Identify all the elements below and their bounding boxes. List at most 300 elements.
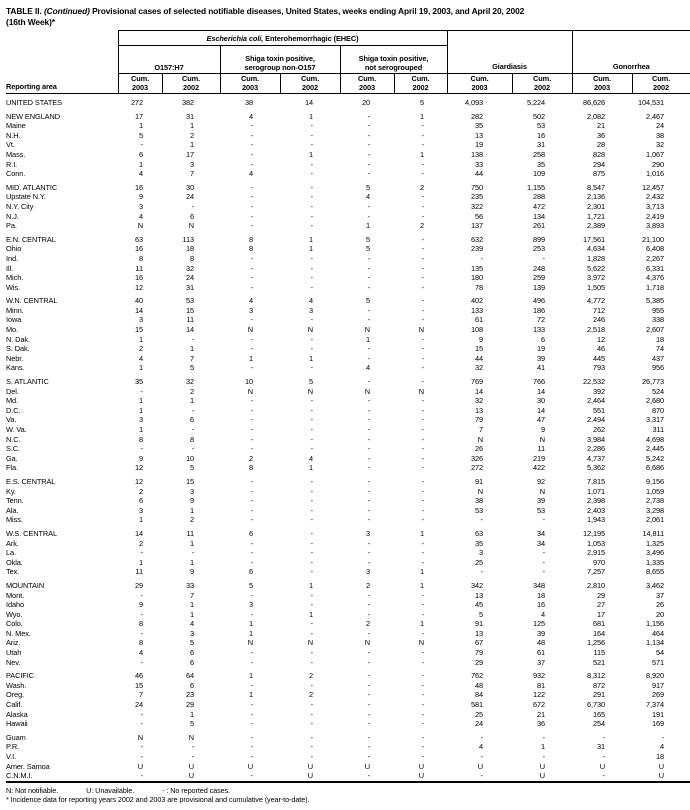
value-cell: -	[250, 505, 253, 515]
value-cell: -	[310, 315, 313, 325]
value-cell: -	[421, 742, 424, 752]
value-cell: -	[421, 590, 424, 600]
value-cell: 39	[536, 628, 545, 638]
row-label: Md.	[6, 396, 19, 406]
table-row	[6, 306, 690, 316]
value-cell: 4,376	[646, 273, 665, 283]
value-cell: -	[367, 415, 370, 425]
table-row	[6, 610, 690, 620]
value-cell: 219	[532, 453, 545, 463]
value-cell: -	[140, 444, 143, 454]
value-cell: -	[367, 700, 370, 710]
value-cell: 1,325	[646, 538, 665, 548]
value-cell: 1	[419, 111, 424, 121]
value-cell: 32	[185, 377, 194, 387]
value-cell: -	[191, 201, 194, 211]
value-cell: 5	[419, 98, 424, 107]
value-cell: 16	[536, 130, 545, 140]
value-cell: -	[310, 619, 313, 629]
table-row	[6, 591, 690, 601]
value-cell: 26	[474, 444, 483, 454]
value-cell: 44	[474, 169, 483, 179]
value-cell: 3	[478, 548, 483, 558]
value-cell: -	[191, 752, 194, 761]
value-cell: -	[421, 315, 424, 325]
value-cell: 4	[138, 169, 143, 179]
col-header-cum-2003: Cum. 2003	[340, 74, 394, 94]
value-cell: -	[542, 732, 545, 742]
value-cell: 11	[186, 315, 194, 325]
value-cell: 1	[189, 538, 194, 548]
value-cell: 2,518	[587, 325, 605, 335]
value-cell: 326	[470, 453, 483, 463]
value-cell: -	[250, 282, 253, 292]
footnote-incidence: * Incidence data for reporting years 2002 and 2003 are provisional and cumulative (year-to-date).	[6, 794, 310, 804]
value-cell: -	[250, 253, 253, 263]
value-cell: 291	[592, 690, 605, 700]
table-row	[6, 425, 690, 435]
value-cell: 8,920	[646, 671, 665, 681]
value-cell: 1	[189, 505, 194, 515]
value-cell: 2,494	[587, 415, 605, 425]
value-cell: 672	[532, 700, 545, 710]
value-cell: 6	[138, 496, 143, 506]
row-label: S. Dak.	[6, 344, 30, 354]
value-cell: -	[367, 486, 370, 496]
table-row	[6, 121, 690, 131]
subgroup-label: Shiga toxin positive,	[358, 54, 429, 63]
value-cell: U	[188, 761, 194, 771]
table-row	[6, 283, 690, 293]
row-label: Wis.	[6, 282, 20, 292]
value-cell: -	[421, 140, 424, 150]
value-cell: -	[367, 315, 370, 325]
value-cell: 16	[134, 182, 143, 192]
value-cell: -	[421, 752, 424, 761]
value-cell: -	[421, 234, 424, 244]
value-cell: 13	[474, 628, 483, 638]
value-cell: -	[367, 377, 370, 387]
value-cell: N	[364, 638, 370, 648]
value-cell: -	[421, 263, 424, 273]
value-cell: 18	[536, 590, 545, 600]
footnote-dash: - : No reported cases.	[162, 785, 231, 795]
value-cell: 5,224	[527, 98, 545, 107]
row-label: Miss.	[6, 515, 23, 525]
value-cell: 64	[185, 671, 194, 681]
value-cell: 36	[536, 719, 545, 729]
value-cell: -	[602, 752, 605, 761]
value-cell: -	[250, 211, 253, 221]
value-cell: 4	[308, 296, 313, 306]
value-cell: -	[310, 201, 313, 211]
value-cell: 61	[536, 648, 545, 658]
value-cell: -	[480, 567, 483, 577]
value-cell: 3	[189, 486, 194, 496]
value-cell: -	[421, 628, 424, 638]
value-cell: -	[250, 590, 253, 600]
value-cell: 2	[138, 538, 143, 548]
row-label: Vt.	[6, 140, 15, 150]
value-cell: 33	[474, 159, 483, 169]
value-cell: -	[367, 657, 370, 667]
row-label: NEW ENGLAND	[6, 111, 60, 121]
value-cell: 3	[138, 315, 143, 325]
value-cell: -	[140, 140, 143, 150]
value-cell: 2	[419, 221, 424, 231]
value-cell: -	[250, 140, 253, 150]
value-cell: 262	[592, 425, 605, 434]
value-cell: N	[247, 638, 253, 648]
table-row	[6, 742, 690, 752]
value-cell: -	[421, 396, 424, 406]
table-row	[6, 435, 690, 445]
value-cell: 6	[248, 528, 253, 538]
value-cell: 7,815	[587, 476, 605, 486]
value-cell: 16	[134, 273, 143, 283]
value-cell: 7	[189, 590, 194, 600]
value-cell: 1	[419, 528, 424, 538]
value-cell: 5,622	[587, 263, 605, 273]
value-cell: 11	[135, 263, 143, 273]
value-cell: 2,607	[646, 325, 665, 335]
value-cell: 1	[308, 353, 313, 363]
value-cell: 2,389	[587, 221, 605, 231]
value-cell: 122	[532, 690, 545, 700]
value-cell: 1	[540, 742, 545, 752]
value-cell: 762	[470, 671, 483, 681]
value-cell: 9	[189, 496, 194, 506]
value-cell: 44	[474, 353, 483, 363]
value-cell: 1	[248, 619, 253, 629]
value-cell: 63	[134, 234, 143, 244]
value-cell: 1	[138, 159, 143, 169]
row-label: Kans.	[6, 363, 25, 373]
row-label: E.S. CENTRAL	[6, 476, 56, 486]
row-label: Pa.	[6, 221, 17, 231]
value-cell: 180	[470, 273, 483, 283]
value-cell: 138	[470, 149, 483, 159]
value-cell: 20	[655, 609, 665, 619]
value-cell: -	[140, 386, 143, 396]
value-cell: 17	[134, 111, 143, 121]
value-cell: 294	[592, 159, 605, 169]
value-cell: -	[367, 709, 370, 719]
table-row	[6, 525, 690, 539]
value-cell: 5	[365, 296, 370, 306]
value-cell: 290	[651, 159, 665, 169]
value-cell: 382	[181, 98, 194, 107]
value-cell: 2	[189, 386, 194, 396]
col-header-cum-2002: Cum. 2002	[512, 74, 572, 94]
value-cell: 18	[655, 334, 665, 344]
table-row	[6, 648, 690, 658]
value-cell: 41	[536, 363, 545, 373]
row-label: V.I.	[6, 752, 17, 761]
value-cell: -	[542, 253, 545, 263]
value-cell: 272	[470, 463, 483, 473]
table-row	[6, 463, 690, 473]
value-cell: -	[191, 548, 194, 558]
value-cell: -	[421, 405, 424, 415]
value-cell: 11	[537, 444, 545, 454]
table-row	[6, 131, 690, 141]
value-cell: -	[367, 600, 370, 610]
value-cell: -	[250, 742, 253, 752]
value-cell: 1	[365, 221, 370, 231]
value-cell: 311	[652, 425, 665, 434]
value-cell: 1	[308, 111, 313, 121]
value-cell: 31	[185, 282, 194, 292]
value-cell: -	[367, 453, 370, 463]
value-cell: -	[367, 719, 370, 729]
value-cell: -	[367, 444, 370, 454]
value-cell: 2	[365, 619, 370, 629]
value-cell: -	[421, 453, 424, 463]
value-cell: 9	[478, 334, 483, 344]
value-cell: 1	[189, 140, 194, 150]
value-cell: 2,403	[587, 505, 605, 515]
value-cell: 1	[138, 396, 143, 406]
ehec-species-name: Escherichia coli,	[206, 33, 264, 43]
value-cell: -	[310, 415, 313, 425]
value-cell: 2	[419, 182, 424, 192]
value-cell: -	[421, 709, 424, 719]
value-cell: 1,828	[587, 253, 605, 263]
value-cell: 3	[138, 415, 143, 425]
subgroup-label: not serogrouped	[364, 63, 423, 72]
value-cell: -	[367, 111, 370, 121]
table-row	[6, 690, 690, 700]
value-cell: -	[367, 548, 370, 558]
value-cell: -	[310, 719, 313, 729]
value-cell: 5	[189, 638, 194, 648]
value-cell: 31	[536, 140, 545, 150]
value-cell: -	[250, 486, 253, 496]
value-cell: -	[140, 657, 143, 667]
value-cell: 6	[189, 211, 194, 221]
value-cell: -	[250, 548, 253, 558]
value-cell: 1	[189, 600, 194, 610]
value-cell: 12,457	[642, 182, 665, 192]
value-cell: -	[421, 538, 424, 548]
value-cell: 342	[470, 580, 483, 590]
value-cell: 1	[248, 628, 253, 638]
value-cell: 7,374	[646, 700, 665, 710]
value-cell: 1	[189, 609, 194, 619]
value-cell: 870	[651, 405, 665, 415]
value-cell: 3	[248, 600, 253, 610]
value-cell: -	[310, 600, 313, 610]
value-cell: 2	[365, 580, 370, 590]
value-cell: 33	[185, 580, 194, 590]
table-title-prefix: TABLE II.	[6, 6, 42, 16]
value-cell: -	[542, 557, 545, 567]
value-cell: -	[542, 515, 545, 525]
value-cell: -	[250, 221, 253, 231]
table-row	[6, 140, 690, 150]
row-label: La.	[6, 548, 16, 558]
value-cell: 7,257	[587, 567, 605, 577]
value-cell: 8	[248, 463, 253, 473]
value-cell: 8,655	[646, 567, 665, 577]
value-cell: -	[661, 732, 665, 742]
value-cell: 2	[308, 690, 313, 700]
value-cell: -	[191, 425, 194, 434]
value-cell: 445	[592, 353, 605, 363]
row-label: Ariz.	[6, 638, 21, 648]
value-cell: 1	[308, 463, 313, 473]
value-cell: -	[367, 752, 370, 761]
value-cell: -	[602, 771, 605, 781]
value-cell: 6,686	[646, 463, 665, 473]
value-cell: -	[250, 557, 253, 567]
value-cell: 19	[474, 140, 483, 150]
value-cell: -	[367, 648, 370, 658]
value-cell: -	[480, 771, 483, 781]
table-row	[6, 638, 690, 648]
value-cell: 46	[134, 671, 143, 681]
value-cell: -	[250, 263, 253, 273]
value-cell: U	[188, 771, 194, 781]
value-cell: 496	[532, 296, 545, 306]
subgroup-header-o157h7	[118, 46, 220, 74]
value-cell: -	[480, 752, 483, 761]
value-cell: 422	[532, 463, 545, 473]
value-cell: 12	[596, 334, 605, 344]
row-label: Ohio	[6, 244, 22, 254]
value-cell: -	[480, 253, 483, 263]
value-cell: 84	[474, 690, 483, 700]
value-cell: 3,713	[646, 201, 665, 211]
value-cell: 53	[185, 296, 194, 306]
value-cell: 1	[308, 244, 313, 254]
value-cell: -	[542, 752, 545, 761]
value-cell: 12	[134, 463, 143, 473]
value-cell: 191	[651, 709, 665, 719]
value-cell: U	[599, 761, 605, 771]
value-cell: -	[140, 548, 143, 558]
value-cell: -	[367, 169, 370, 179]
value-cell: -	[367, 425, 370, 434]
value-cell: 36	[596, 130, 605, 140]
value-cell: 15	[134, 680, 143, 690]
value-cell: 2,445	[646, 444, 665, 454]
col-header-cum-2003: Cum. 2003	[447, 74, 512, 94]
value-cell: -	[421, 415, 424, 425]
value-cell: -	[310, 567, 313, 577]
value-cell: 3,893	[646, 221, 665, 231]
value-cell: -	[421, 377, 424, 387]
group-header-gonorrhea: Gonorrhea	[572, 31, 690, 74]
value-cell: 74	[655, 344, 665, 354]
value-cell: 91	[474, 619, 483, 629]
value-cell: 48	[474, 680, 483, 690]
value-cell: -	[310, 273, 313, 283]
value-cell: -	[250, 680, 253, 690]
value-cell: 239	[470, 244, 483, 254]
value-cell: -	[421, 353, 424, 363]
value-cell: 1	[138, 121, 143, 131]
value-cell: -	[250, 201, 253, 211]
value-cell: 1,335	[646, 557, 665, 567]
subgroup-label: O157:H7	[154, 63, 184, 72]
row-label: Tex.	[6, 567, 20, 577]
value-cell: 6	[138, 149, 143, 159]
row-label: Ky.	[6, 486, 16, 496]
col-header-cum-2003: Cum. 2003	[572, 74, 632, 94]
value-cell: 13	[474, 130, 483, 140]
col-header-cum-2003: Cum. 2003	[118, 74, 162, 94]
value-cell: 24	[185, 273, 194, 283]
table-row	[6, 160, 690, 170]
row-label: Ill.	[6, 263, 13, 273]
table-row	[6, 273, 690, 283]
value-cell: U	[477, 761, 483, 771]
value-cell: 8,312	[587, 671, 605, 681]
value-cell: -	[140, 719, 143, 729]
row-label: Idaho	[6, 600, 24, 610]
value-cell: 8	[248, 234, 253, 244]
value-cell: 27	[596, 600, 605, 610]
value-cell: 186	[532, 305, 545, 315]
value-cell: -	[310, 528, 313, 538]
value-cell: 2,301	[587, 201, 605, 211]
value-cell: 14	[185, 325, 194, 335]
value-cell: 30	[185, 182, 194, 192]
table-row	[6, 244, 690, 254]
value-cell: 38	[244, 98, 253, 107]
value-cell: 1	[138, 405, 143, 415]
value-cell: 26,773	[642, 377, 665, 387]
value-cell: 133	[532, 325, 545, 335]
value-cell: 9	[540, 425, 545, 434]
value-cell: 2,467	[646, 111, 665, 121]
footnote-n: N: Not notifiable.	[6, 785, 59, 795]
col-header-cum-2002: Cum. 2002	[280, 74, 340, 94]
row-label: S.C.	[6, 444, 20, 454]
row-label: Del.	[6, 386, 19, 396]
value-cell: 134	[532, 211, 545, 221]
value-cell: 1,721	[587, 211, 605, 221]
value-cell: 4	[138, 353, 143, 363]
value-cell: -	[421, 476, 424, 486]
value-cell: 437	[651, 353, 665, 363]
value-cell: 899	[532, 234, 545, 244]
value-cell: 1	[308, 234, 313, 244]
value-cell: 86,626	[582, 98, 605, 107]
table-row	[6, 577, 690, 591]
value-cell: -	[310, 486, 313, 496]
value-cell: 113	[182, 234, 194, 244]
value-cell: -	[250, 182, 253, 192]
value-cell: 1	[419, 567, 424, 577]
row-label: Alaska	[6, 709, 28, 719]
value-cell: -	[421, 444, 424, 454]
value-cell: 1	[419, 619, 424, 629]
table-row	[6, 548, 690, 558]
value-cell: 322	[470, 201, 483, 211]
value-cell: 766	[532, 377, 545, 387]
value-cell: -	[250, 192, 253, 202]
value-cell: 21	[536, 709, 545, 719]
value-cell: 4	[189, 619, 194, 629]
value-cell: -	[421, 657, 424, 667]
value-cell: 1	[365, 334, 370, 344]
row-label: Nev.	[6, 657, 21, 667]
value-cell: 46	[596, 344, 605, 354]
value-cell: -	[421, 515, 424, 525]
